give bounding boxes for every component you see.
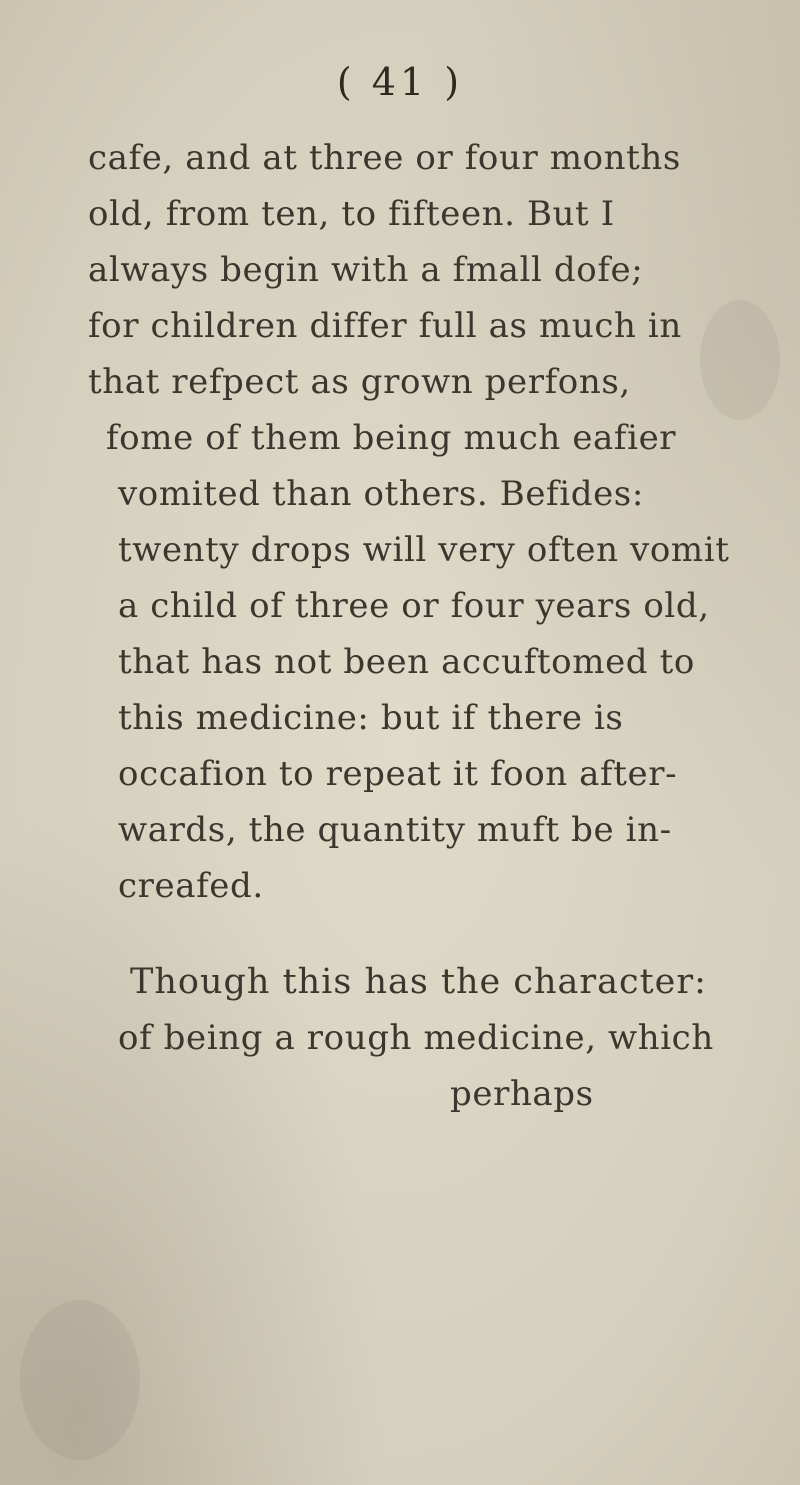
text-line: Though this has the character: (130, 962, 707, 1002)
catchword: perhaps (450, 1074, 594, 1114)
text-line: this medicine: but if there is (118, 698, 624, 738)
page-number: ( 41 ) (336, 60, 464, 104)
text-line: wards, the quantity muft be in- (118, 810, 672, 850)
text-line: twenty drops will very often vomit (118, 530, 730, 570)
text-line: occafion to repeat it foon after- (118, 754, 678, 794)
text-line: that refpect as grown perfons, (88, 362, 631, 402)
body-text (88, 130, 800, 1122)
text-line: that has not been accuftomed to (118, 642, 695, 682)
text-line: vomited than others. Befides: (118, 474, 644, 514)
text-line: of being a rough medicine, which (118, 1018, 714, 1058)
text-line: old, from ten, to fifteen. But I (88, 194, 615, 234)
text-line: fome of them being much eafier (106, 418, 677, 458)
text-line: a child of three or four years old, (118, 586, 710, 626)
paragraph-break (88, 914, 800, 954)
text-line: cafe, and at three or four months (88, 138, 681, 178)
paper-stain (20, 1300, 140, 1460)
text-line: always begin with a fmall dofe; (88, 250, 644, 290)
text-line: creafed. (118, 866, 264, 906)
text-line: for children differ full as much in (88, 306, 682, 346)
